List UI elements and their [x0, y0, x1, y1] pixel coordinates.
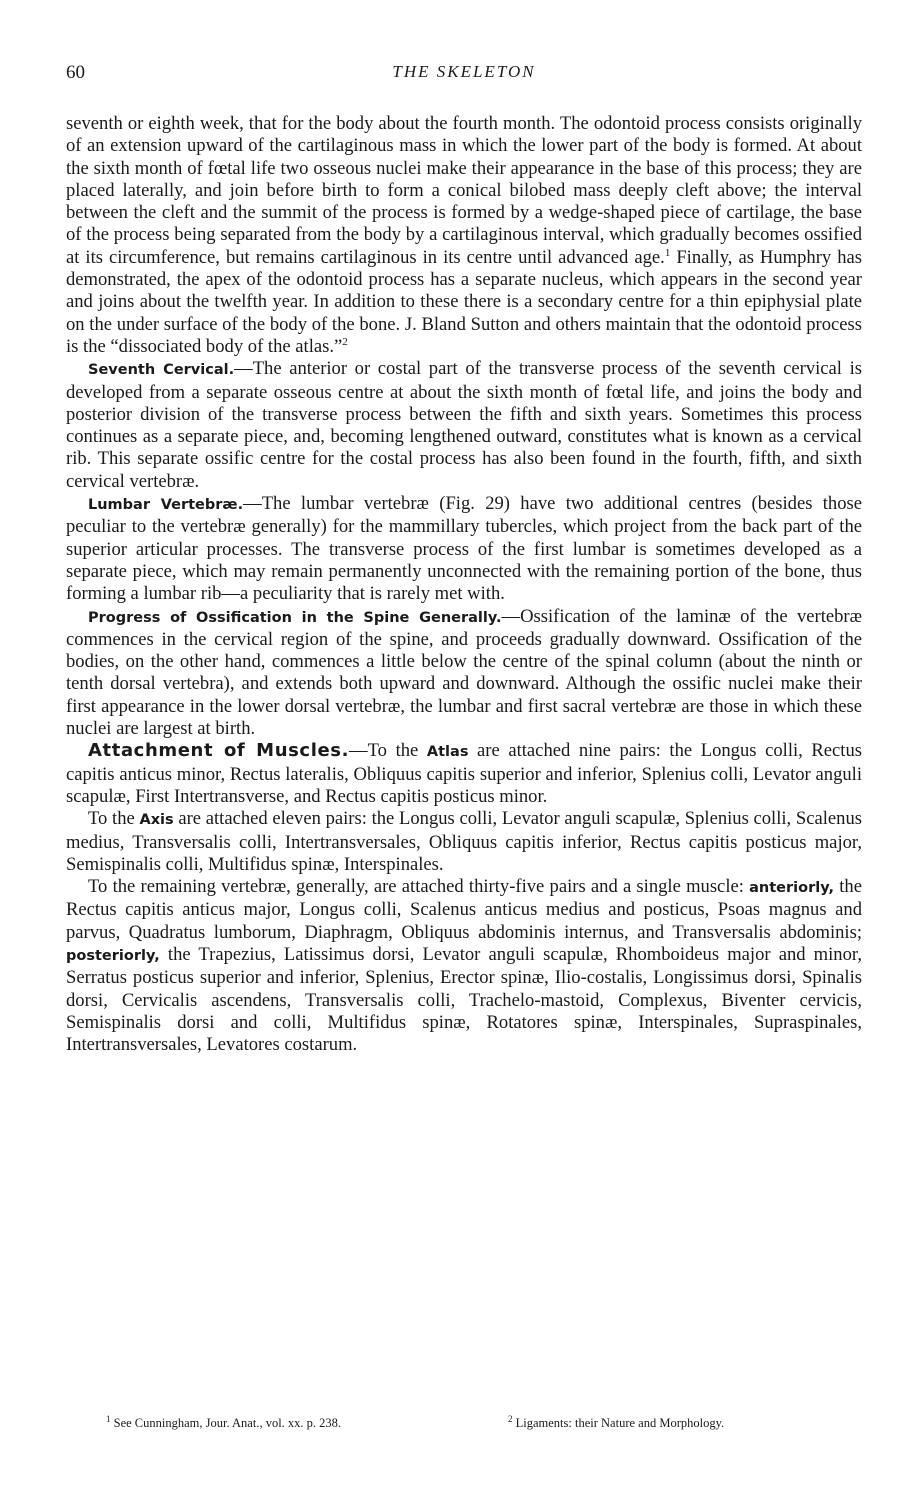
footnote-text: Ligaments: their Nature and Morphology.: [512, 1416, 725, 1430]
body-text: [66, 113, 862, 1056]
paragraph-text: —The lumbar vertebræ (Fig. 29) have two additional centres (besides those peculiar to the vertebræ generally) for the mammillary tubercles, which project from the back part of the superior articular processes. The transverse process of the first lumbar is sometimes developed as a separate piece, which may remain permanently unconnected with the remaining portion of the bone, thus forming a lumbar rib—a peculiarity that is rarely met with.: [66, 493, 862, 605]
paragraph-lumbar-vertebrae: [66, 493, 862, 605]
paragraph-axis: [66, 808, 862, 876]
paragraph-text: seventh or eighth week, that for the body about the fourth month. The odontoid process consists originally of an extension upward of the cartilaginous mass in which the lower part of the body is formed. At about the sixth month of fœtal life two osseous nuclei make their appearance in the base of this process; they are placed laterally, and join before birth to form a conical bilobed mass deeply cleft above; the interval between the cleft and the summit of the process is formed by a wedge-shaped piece of cartilage, the base of the process being separated from the body by a cartilaginous interval, which gradually becomes ossified at its circumference, but remains cartilaginous in its centre until advanced age.: [66, 113, 862, 268]
paragraph-text: are attached eleven pairs: the Longus colli, Levator anguli scapulæ, Splenius colli, Scalenus medius, Transversalis colli, Intertransversales, Obliquus capitis inferior, Rectus capitis posticus major, Semispinalis colli, Multifidus spinæ, Interspinales.: [66, 808, 862, 875]
term-anteriorly: anteriorly,: [749, 880, 835, 897]
run-in-heading: Progress of Ossification in the Spine Generally.: [88, 609, 502, 626]
running-head: [66, 62, 862, 92]
paragraph-text: To the: [88, 808, 140, 830]
paragraph-text: —To the: [349, 740, 427, 762]
running-title: THE SKELETON: [392, 62, 536, 81]
paragraph-text: Finally, as Humphry has demonstrated, the apex of the odontoid process has a separate nucleus, which appears in the second year and joins about the twelfth year. In addition to these there is a secondary centre for a thin epiphysial plate on the under surface of the body of the bone. J. Bland Sutton and others maintain that the odontoid process is the “dissociated body of the atlas.”: [66, 246, 862, 357]
footnotes: [66, 1413, 862, 1436]
paragraph-remaining-vertebrae: [66, 876, 862, 1056]
paragraph-progress-ossification: [66, 606, 862, 741]
footnote-ref-2: 2: [342, 335, 348, 348]
run-in-heading: Seventh Cervical.: [88, 362, 235, 379]
paragraph-text: —Ossification of the laminæ of the vertebræ commences in the cervical region of the spine, and proceeds gradually downward. Ossification of the bodies, on the other hand, commences a little below the centre of the spinal column (about the ninth or tenth dorsal vertebra), and extends both upward and downward. Although the ossific nuclei make their first appearance in the lower dorsal vertebræ, the lumbar and first sacral vertebræ are those in which these nuclei are largest at birth.: [66, 605, 863, 740]
paragraph-text: the Trapezius, Latissimus dorsi, Levator anguli scapulæ, Rhomboideus major and minor, Serratus posticus superior and inferior, Splenius, Erector spinæ, Ilio-costalis, Longissimus dorsi, Spinalis dorsi, Cervicalis ascendens, Transversalis colli, Trachelo-mastoid, Complexus, Biventer cervicis, Semispinalis dorsi and colli, Multifidus spinæ, Rotatores spinæ, Interspinales, Supraspinales, Intertransversales, Levatores costarum.: [66, 943, 862, 1056]
page: [66, 62, 862, 1056]
footnote-ref-1: 1: [664, 246, 671, 259]
footnote-1: [106, 1413, 342, 1431]
paragraph-odontoid: [66, 113, 862, 358]
paragraph-attachment-muscles: [66, 740, 862, 808]
term-axis: Axis: [139, 812, 174, 829]
page-number: 60: [66, 62, 85, 83]
paragraph-seventh-cervical: [66, 358, 862, 493]
paragraph-text: the Rectus capitis anticus major, Longus colli, Scalenus anticus medius and posticus, Psoas magnus and parvus, Quadratus lumborum, Diaphragm, Obliquus abdominis internus, and Transversalis abdominis;: [66, 876, 862, 943]
paragraph-text: are attached nine pairs: the Longus colli, Rectus capitis anticus minor, Rectus lateralis, Obliquus capitis superior and inferior, Splenius colli, Levator anguli scapulæ, First Intertransverse, and Rectus capitis posticus minor.: [66, 740, 862, 807]
run-in-heading: Attachment of Muscles.: [88, 740, 350, 762]
term-posteriorly: posteriorly,: [66, 947, 160, 964]
paragraph-text: —The anterior or costal part of the transverse process of the seventh cervical is developed from a separate osseous centre at about the sixth month of fœtal life, and joins the body and posterior division of the transverse process between the fifth and sixth years. Sometimes this process continues as a separate piece, and, becoming lengthened outward, constitutes what is known as a cervical rib. This separate ossific centre for the costal process has also been found in the fourth, fifth, and sixth cervical vertebræ.: [66, 358, 862, 492]
paragraph-text: To the remaining vertebræ, generally, are attached thirty-five pairs and a single muscle:: [88, 876, 750, 898]
footnote-mark: 2: [508, 1413, 513, 1424]
footnote-mark: 1: [106, 1413, 111, 1424]
term-atlas: Atlas: [426, 744, 469, 761]
footnote-2: [508, 1413, 725, 1431]
run-in-heading: Lumbar Vertebræ.: [88, 497, 244, 514]
footnote-text: See Cunningham, Jour. Anat., vol. xx. p. 238.: [110, 1416, 342, 1430]
